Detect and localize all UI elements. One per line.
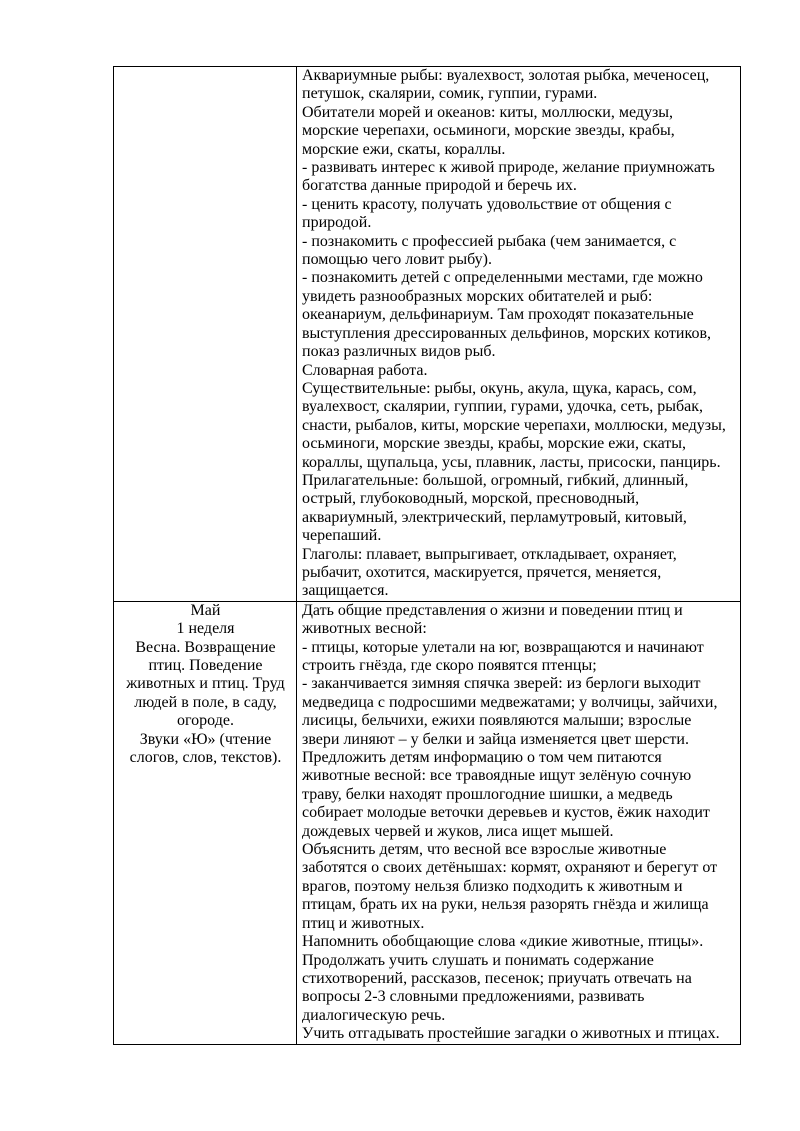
text-line: петушок, скалярии, сомик, гуппии, гурами. — [302, 85, 598, 103]
text-line: животных и птиц. Труд — [126, 675, 285, 693]
text-line: помощью чего ловит рыбу). — [302, 251, 492, 269]
text-line: Предложить детям информацию о том чем питаются — [302, 749, 662, 767]
text-line: океанариум, дельфинариум. Там проходят показательные — [302, 306, 694, 324]
text-line: врагов, поэтому нельзя близко подходить к животным и — [302, 877, 683, 895]
text-line: птиц. Поведение — [148, 657, 263, 674]
text-line: огороде. — [177, 712, 234, 730]
text-line: Прилагательные: большой, огромный, гибкий, длинный, — [302, 471, 689, 489]
topic-cell — [114, 601, 297, 1044]
text-line: собирает молодые веточки деревьев и кустов, ёжик находит — [302, 804, 710, 822]
text-line: животные весной: все травоядные ищут зелёную сочную — [302, 767, 692, 785]
text-line: - познакомить детей с определенными местами, где можно — [302, 269, 703, 287]
text-line: лисицы, бельчихи, ежихи появляются малыши; взрослые — [302, 712, 692, 730]
text-line: Обитатели морей и океанов: киты, моллюски, медузы, — [302, 103, 674, 121]
text-line: 1 неделя — [176, 620, 235, 638]
text-line: - птицы, которые улетали на юг, возвращаются и начинают — [302, 638, 704, 656]
text-line: дождевых червей и жуков, лиса ищет мышей. — [302, 822, 614, 840]
text-line: - ценить красоту, получать удовольствие от общения с — [302, 195, 672, 213]
text-line: заботятся о своих детёнышах: кормят, охраняют и берегут от — [302, 859, 718, 877]
text-line: морские ежи, скаты, кораллы. — [302, 140, 506, 158]
text-line: черепаший. — [302, 527, 382, 545]
text-line: увидеть разнообразных морских обитателей и рыб: — [302, 287, 653, 305]
table-row — [114, 67, 741, 602]
text-line: стихотворений, рассказов, песенок; приучать отвечать на — [302, 969, 692, 987]
text-line: животных весной: — [302, 620, 427, 638]
text-line: вопросы 2-3 словными предложениями, развивать — [302, 988, 645, 1006]
text-line: Дать общие представления о жизни и поведении птиц и — [302, 601, 683, 619]
topic-cell — [114, 67, 297, 602]
text-line: птиц и животных. — [302, 914, 425, 932]
text-line: кораллы, щупальца, усы, плавник, ласты, присоски, панцирь. — [302, 453, 721, 471]
text-line: медведица с подросшими медвежатами; у волчицы, зайчихи, — [302, 693, 718, 711]
text-line: Весна. Возвращение — [135, 638, 276, 656]
text-line: птицам, брать их на руки, нельзя разорять гнёзда и жилища — [302, 896, 709, 914]
text-line: выступления дрессированных дельфинов, морских котиков, — [302, 324, 711, 342]
text-line: Существительные: рыбы, окунь, акула, щука, карась, сом, — [302, 379, 697, 397]
text-line: строить гнёзда, где скоро появятся птенцы; — [302, 657, 597, 674]
text-line: Объяснить детям, что весной все взрослые животные — [302, 841, 667, 859]
text-line: рыбачит, охотится, маскируется, прячется, меняется, — [302, 563, 662, 581]
text-line: - развивать интерес к живой природе, желание приумножать — [302, 159, 715, 177]
text-line: звери линяют – у белки и зайца изменяется цвет шерсти. — [302, 730, 689, 748]
text-line: Май — [190, 601, 221, 619]
text-line: Словарная работа. — [302, 361, 428, 379]
text-line: диалогическую речь. — [302, 1006, 446, 1024]
text-line: слогов, слов, текстов). — [129, 749, 282, 767]
text-line: - познакомить с профессией рыбака (чем занимается, с — [302, 232, 677, 250]
content-cell — [297, 601, 741, 1044]
content-cell — [297, 67, 741, 602]
text-line: защищается. — [302, 582, 389, 600]
table-row — [114, 601, 741, 1044]
text-line: Продолжать учить слушать и понимать содержание — [302, 951, 654, 969]
text-line: снасти, рыбалов, киты, морские черепахи, моллюски, медузы, — [302, 416, 726, 434]
text-line: - заканчивается зимняя спячка зверей: из берлоги выходит — [302, 675, 701, 693]
text-line: показ различных видов рыб. — [302, 343, 496, 361]
text-line: Звуки «Ю» (чтение — [139, 730, 272, 748]
text-line: Аквариумные рыбы: вуалехвост, золотая рыбка, меченосец, — [302, 67, 710, 84]
text-line: Учить отгадывать простейшие загадки о животных и птицах. — [302, 1025, 720, 1043]
text-line: Напомнить обобщающие слова «дикие животные, птицы». — [302, 933, 704, 951]
text-line: траву, белки находят прошлогодние шишки, а медведь — [302, 785, 673, 803]
text-line: острый, глубоководный, морской, пресноводный, — [302, 490, 640, 508]
text-line: богатства данные природой и беречь их. — [302, 177, 577, 195]
text-line: вуалехвост, скалярии, гуппии, гурами, удочка, сеть, рыбак, — [302, 398, 704, 416]
text-line: Глаголы: плавает, выпрыгивает, откладывает, охраняет, — [302, 545, 677, 563]
text-line: природой. — [302, 214, 372, 232]
text-line: людей в поле, в саду, — [134, 693, 277, 711]
text-line: морские черепахи, осьминоги, морские звезды, крабы, — [302, 122, 675, 140]
text-line: осьминоги, морские звезды, крабы, морские ежи, скаты, — [302, 435, 687, 453]
text-line: аквариумный, электрический, перламутровый, китовый, — [302, 508, 687, 526]
lesson-plan-table — [113, 66, 741, 1045]
